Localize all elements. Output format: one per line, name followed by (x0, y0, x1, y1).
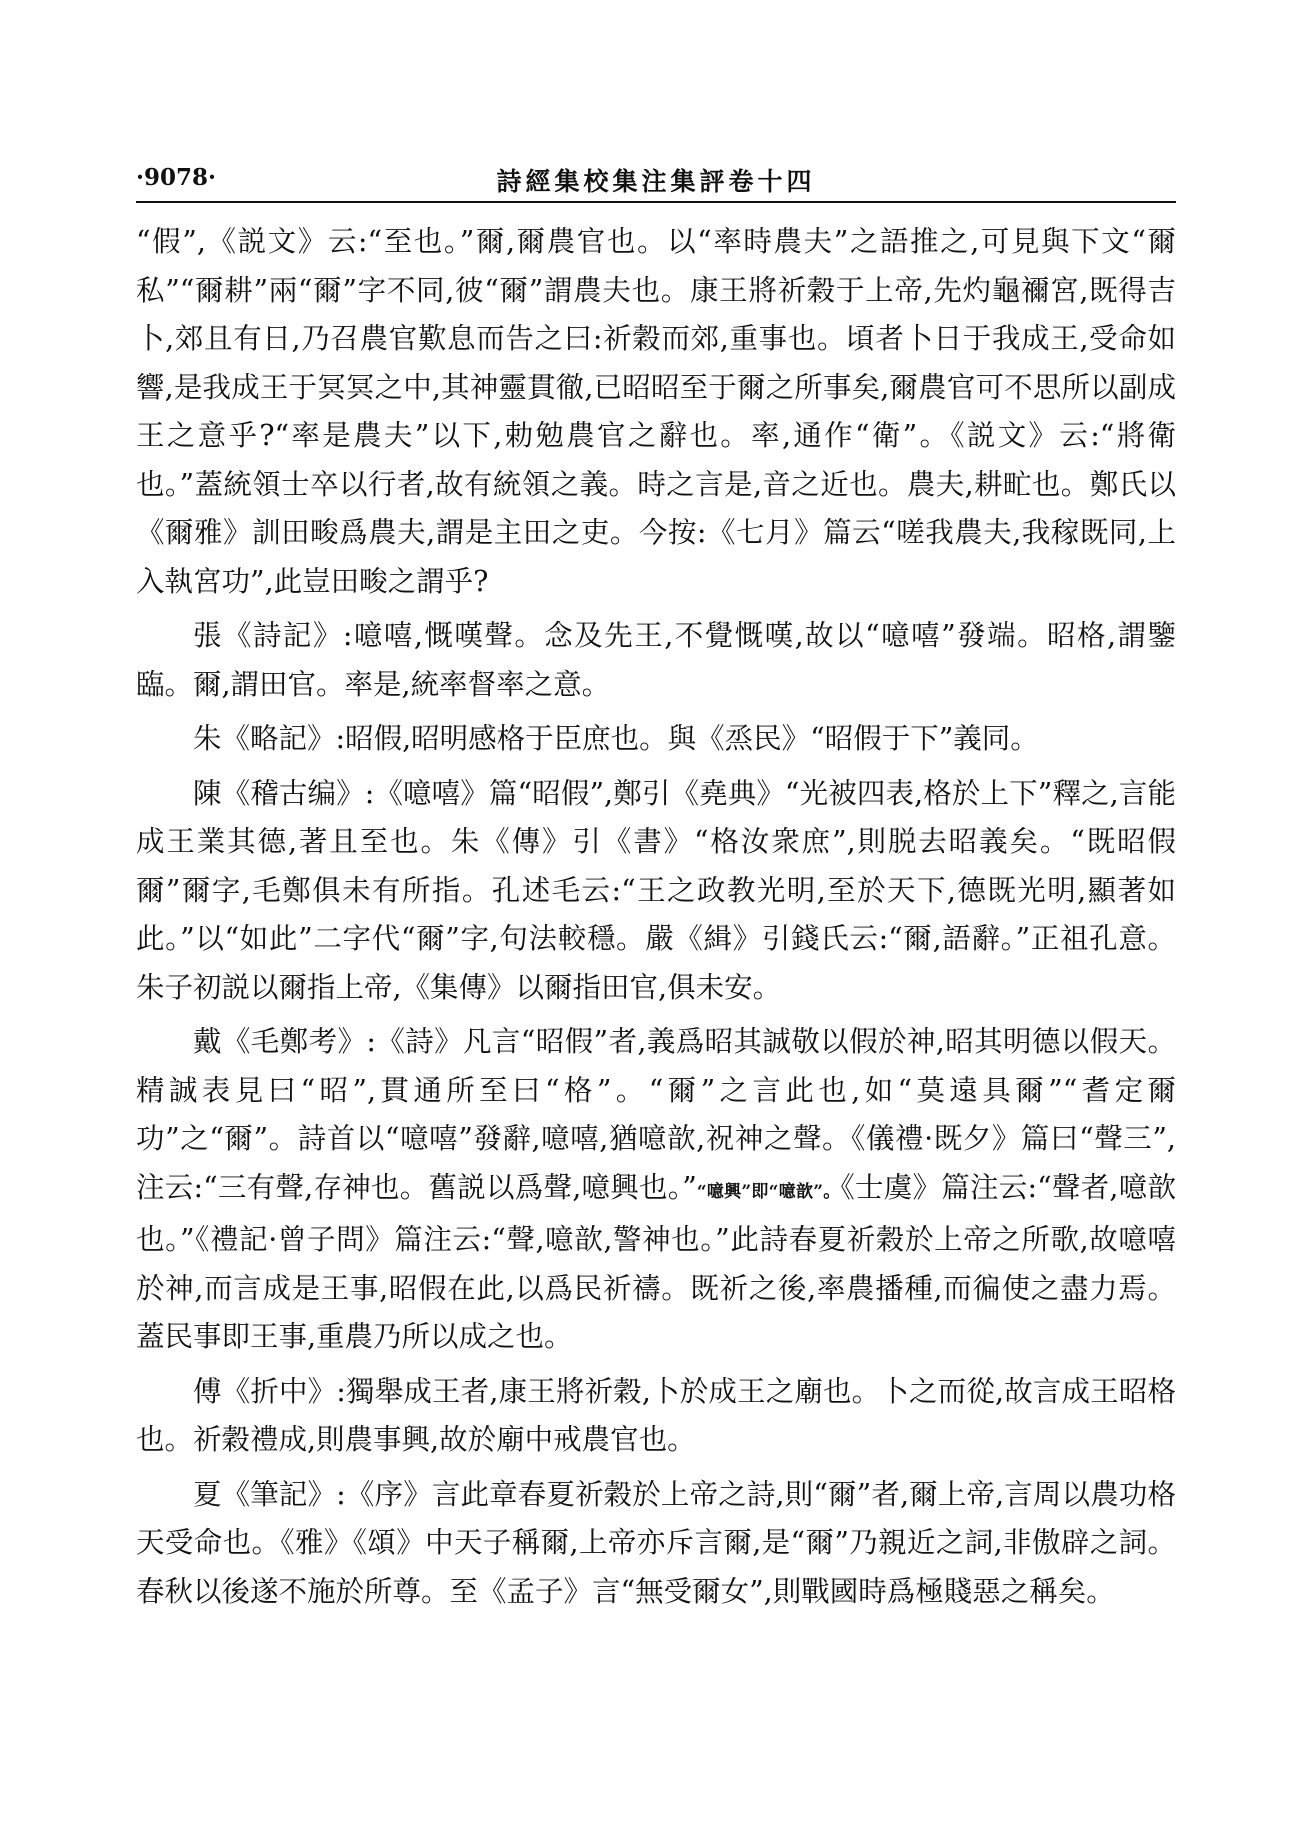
paragraph-3: 朱《略記》:昭假,昭明感格于臣庶也。與《烝民》“昭假于下”義同。 (193, 722, 1039, 755)
inline-annotation: “噫興”即“噫歆”。 (696, 1181, 841, 1202)
paragraph-5-text-b: 《士虞》篇注云:“聲者,噫歆也。”《禮記·曾子問》篇注云:“聲,噫歆,警神也。”此詩春夏祈穀於上帝之所歌,故噫嘻於神,而言成是王事,昭假在此,以爲民祈禱。既祈之後,率農播種,而徧使之盡力焉。蓋民事即王事,重農乃所以成之也。 (136, 1170, 1176, 1353)
page-number: ·9078· (136, 164, 217, 191)
paragraph-2: 張《詩記》:噫嘻,慨嘆聲。念及先王,不覺慨嘆,故以“噫嘻”發端。昭格,謂鑒臨。爾,謂田官。率是,統率督率之意。 (136, 619, 1176, 701)
paragraph-5 (136, 1018, 1176, 1362)
paragraph-1: “假”,《説文》云:“至也。”爾,爾農官也。以“率時農夫”之語推之,可見與下文“爾私”“爾耕”兩“爾”字不同,彼“爾”謂農夫也。康王將祈穀于上帝,先灼龜禰宮,既得吉卜,郊且有日,乃召農官歎息而告之曰:祈穀而郊,重事也。頃者卜日于我成王,受命如響,是我成王于冥冥之中,其神靈貫徹,已昭昭至于爾之所事矣,爾農官可不思所以副成王之意乎?“率是農夫”以下,勅勉農官之辭也。率,通作“衛”。《説文》云:“將衛也。”蓋統領士卒以行者,故有統領之義。時之言是,音之近也。農夫,耕甿也。鄭氏以《爾雅》訓田畯爲農夫,謂是主田之吏。今按:《七月》篇云“嗟我農夫,我稼既同,上入執宮功”,此豈田畯之謂乎? (136, 225, 1176, 598)
page-header (136, 152, 1176, 202)
paragraph-5-text-a: 戴《毛鄭考》:《詩》凡言“昭假”者,義爲昭其誠敬以假於神,昭其明德以假天。精誠表見曰“昭”,貫通所至曰“格”。“爾”之言此也,如“莫遠具爾”“耆定爾功”之“爾”。詩首以“噫嘻”發辭,噫嘻,猶噫歆,祝神之聲。《儀禮·既夕》篇曰“聲三”,注云:“三有聲,存神也。舊説以爲聲,噫興也。” (136, 1025, 1176, 1204)
main-text (136, 218, 1176, 1622)
paragraph-6: 傅《折中》:獨舉成王者,康王將祈穀,卜於成王之廟也。卜之而從,故言成王昭格也。祈穀禮成,則農事興,故於廟中戒農官也。 (136, 1374, 1176, 1456)
paragraph-4: 陳《稽古编》:《噫嘻》篇“昭假”,鄭引《堯典》“光被四表,格於上下”釋之,言能成王業其德,著且至也。朱《傳》引《書》“格汝衆庶”,則脱去昭義矣。“既昭假爾”爾字,毛鄭俱未有所指。孔述毛云:“王之政教光明,至於天下,德既光明,顯著如此。”以“如此”二字代“爾”字,句法較穩。嚴《緝》引錢氏云:“爾,語辭。”正祖孔意。朱子初説以爾指上帝,《集傳》以爾指田官,俱未安。 (136, 776, 1176, 1004)
paragraph-7: 夏《筆記》:《序》言此章春夏祈穀於上帝之詩,則“爾”者,爾上帝,言周以農功格天受命也。《雅》《頌》中天子稱爾,上帝亦斥言爾,是“爾”乃親近之詞,非傲辟之詞。春秋以後遂不施於所尊。至《孟子》言“無受爾女”,則戰國時爲極賤惡之稱矣。 (136, 1477, 1176, 1608)
running-title: 詩經集校集注集評卷十四 (496, 167, 816, 196)
header-rule (136, 201, 1176, 203)
